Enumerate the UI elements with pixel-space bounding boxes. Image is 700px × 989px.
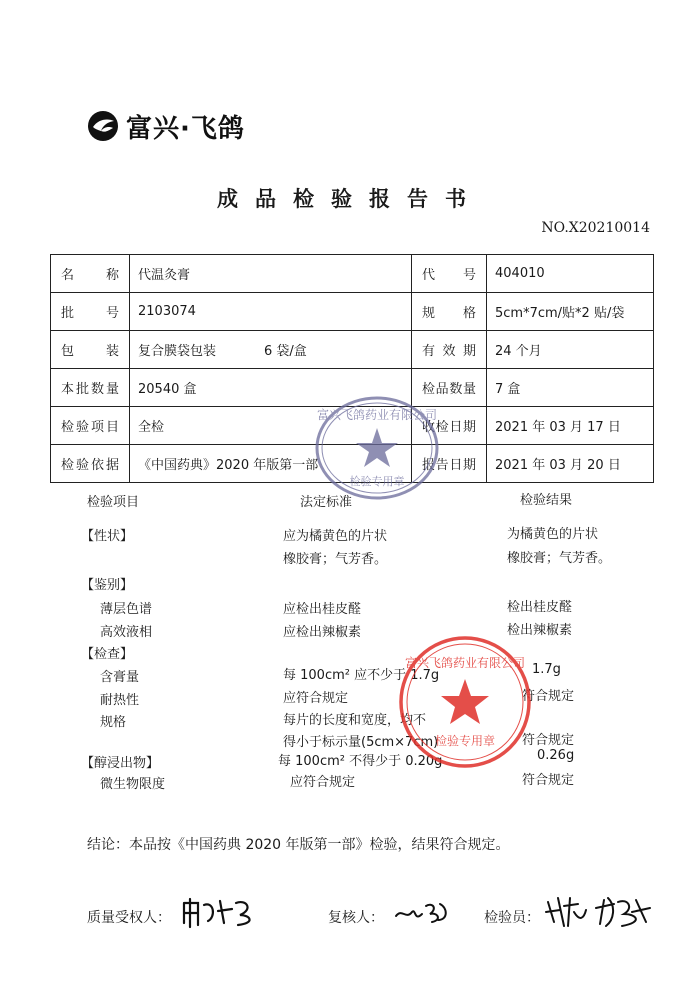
reviewer-signature bbox=[392, 898, 452, 926]
tlc-label: 薄层色谱 bbox=[100, 602, 153, 617]
results-header-result: 检验结果 bbox=[520, 493, 573, 508]
heat-standard: 应符合规定 bbox=[283, 691, 349, 706]
company-logo bbox=[86, 108, 245, 144]
tlc-result: 检出桂皮醛 bbox=[507, 600, 573, 615]
conclusion: 结论：本品按《中国药典 2020 年版第一部》检验，结果符合规定。 bbox=[87, 837, 510, 853]
batch-label: 批 号 bbox=[51, 293, 130, 331]
hplc-standard: 应检出辣椒素 bbox=[283, 625, 362, 640]
pack-value: 复合膜袋包装 bbox=[138, 344, 217, 359]
heat-label: 耐热性 bbox=[100, 693, 140, 708]
tlc-standard: 应检出桂皮醛 bbox=[283, 602, 362, 617]
hplc-result: 检出辣椒素 bbox=[507, 623, 573, 638]
stamp-lower-company: 富兴飞鸽药业有限公司 bbox=[404, 656, 526, 670]
size-result: 符合规定 bbox=[522, 733, 575, 748]
stamp-upper-company: 富兴飞鸽药业有限公司 bbox=[316, 408, 438, 422]
paste-standard: 每 100cm² 应不少于 1.7g bbox=[283, 668, 440, 683]
expiry-label: 有 效 期 bbox=[412, 331, 487, 369]
report-label: 报告日期 bbox=[412, 445, 487, 483]
expiry-value: 24 个月 bbox=[487, 331, 654, 369]
qa-label: 质量受权人： bbox=[87, 910, 171, 926]
paste-result: 1.7g bbox=[532, 662, 561, 677]
dove-logo-icon bbox=[86, 109, 120, 143]
stamp-upper-sub: 检验专用章 bbox=[349, 475, 405, 488]
inspector-label: 检验员： bbox=[484, 910, 540, 926]
section-inspection: 【检查】 bbox=[81, 647, 134, 662]
qty-value: 20540 盒 bbox=[130, 369, 412, 407]
results-header-item: 检验项目 bbox=[87, 495, 140, 510]
pack-count: 6 袋/盒 bbox=[264, 344, 307, 359]
micro-label: 微生物限度 bbox=[100, 777, 166, 792]
appearance-result-1: 为橘黄色的片状 bbox=[507, 527, 599, 542]
company-logo-text: 富兴·飞鸽 bbox=[126, 113, 245, 144]
basis-label: 检验依据 bbox=[51, 445, 130, 483]
recv-value: 2021 年 03 月 17 日 bbox=[487, 407, 654, 445]
batch-value: 2103074 bbox=[130, 293, 412, 331]
qty-label: 本批数量 bbox=[51, 369, 130, 407]
spec-label: 规 格 bbox=[412, 293, 487, 331]
name-value: 代温灸膏 bbox=[130, 255, 412, 293]
inspector-signature bbox=[544, 892, 654, 932]
item-label: 检验项目 bbox=[51, 407, 130, 445]
paste-label: 含膏量 bbox=[100, 670, 140, 685]
page-title: 成品检验报告书 bbox=[217, 187, 483, 211]
sample-label: 检品数量 bbox=[412, 369, 487, 407]
qa-signature bbox=[180, 895, 260, 931]
section-appearance: 【性状】 bbox=[81, 529, 134, 544]
size-standard-1: 每片的长度和宽度，均不 bbox=[283, 713, 427, 728]
results-header-standard: 法定标准 bbox=[300, 495, 353, 510]
stamp-lower-sub: 检验专用章 bbox=[434, 734, 496, 748]
section-ethanol-extract: 【醇浸出物】 bbox=[81, 756, 160, 771]
ethanol-result: 0.26g bbox=[537, 748, 575, 763]
report-value: 2021 年 03 月 20 日 bbox=[487, 445, 654, 483]
section-identification: 【鉴别】 bbox=[81, 578, 134, 593]
table-row bbox=[51, 331, 654, 369]
pack-label: 包 装 bbox=[51, 331, 130, 369]
sample-value: 7 盒 bbox=[487, 369, 654, 407]
recv-label: 收检日期 bbox=[412, 407, 487, 445]
spec-value: 5cm*7cm/贴*2 贴/袋 bbox=[487, 293, 654, 331]
heat-result: 符合规定 bbox=[522, 689, 575, 704]
item-value: 全检 bbox=[130, 407, 412, 445]
appearance-standard-2: 橡胶膏；气芳香。 bbox=[283, 552, 388, 567]
micro-standard: 应符合规定 bbox=[290, 775, 356, 790]
name-label: 名 称 bbox=[51, 255, 130, 293]
micro-result: 符合规定 bbox=[522, 773, 575, 788]
ethanol-standard: 每 100cm² 不得少于 0.20g bbox=[278, 754, 443, 769]
size-standard-2: 得小于标示量(5cm×7cm) bbox=[283, 735, 439, 750]
reviewer-label: 复核人： bbox=[328, 910, 384, 926]
appearance-standard-1: 应为橘黄色的片状 bbox=[283, 529, 388, 544]
code-value: 404010 bbox=[487, 255, 654, 293]
appearance-result-2: 橡胶膏；气芳香。 bbox=[507, 551, 612, 566]
inspection-stamp-upper bbox=[312, 393, 442, 503]
size-label: 规格 bbox=[100, 715, 127, 730]
hplc-label: 高效液相 bbox=[100, 625, 153, 640]
table-row bbox=[51, 255, 654, 293]
pack-cell bbox=[130, 331, 412, 369]
basis-value: 《中国药典》2020 年版第一部 bbox=[130, 445, 412, 483]
code-label: 代 号 bbox=[412, 255, 487, 293]
document-number: NO.X20210014 bbox=[541, 220, 650, 236]
inspection-stamp-lower bbox=[395, 633, 535, 771]
table-row bbox=[51, 293, 654, 331]
